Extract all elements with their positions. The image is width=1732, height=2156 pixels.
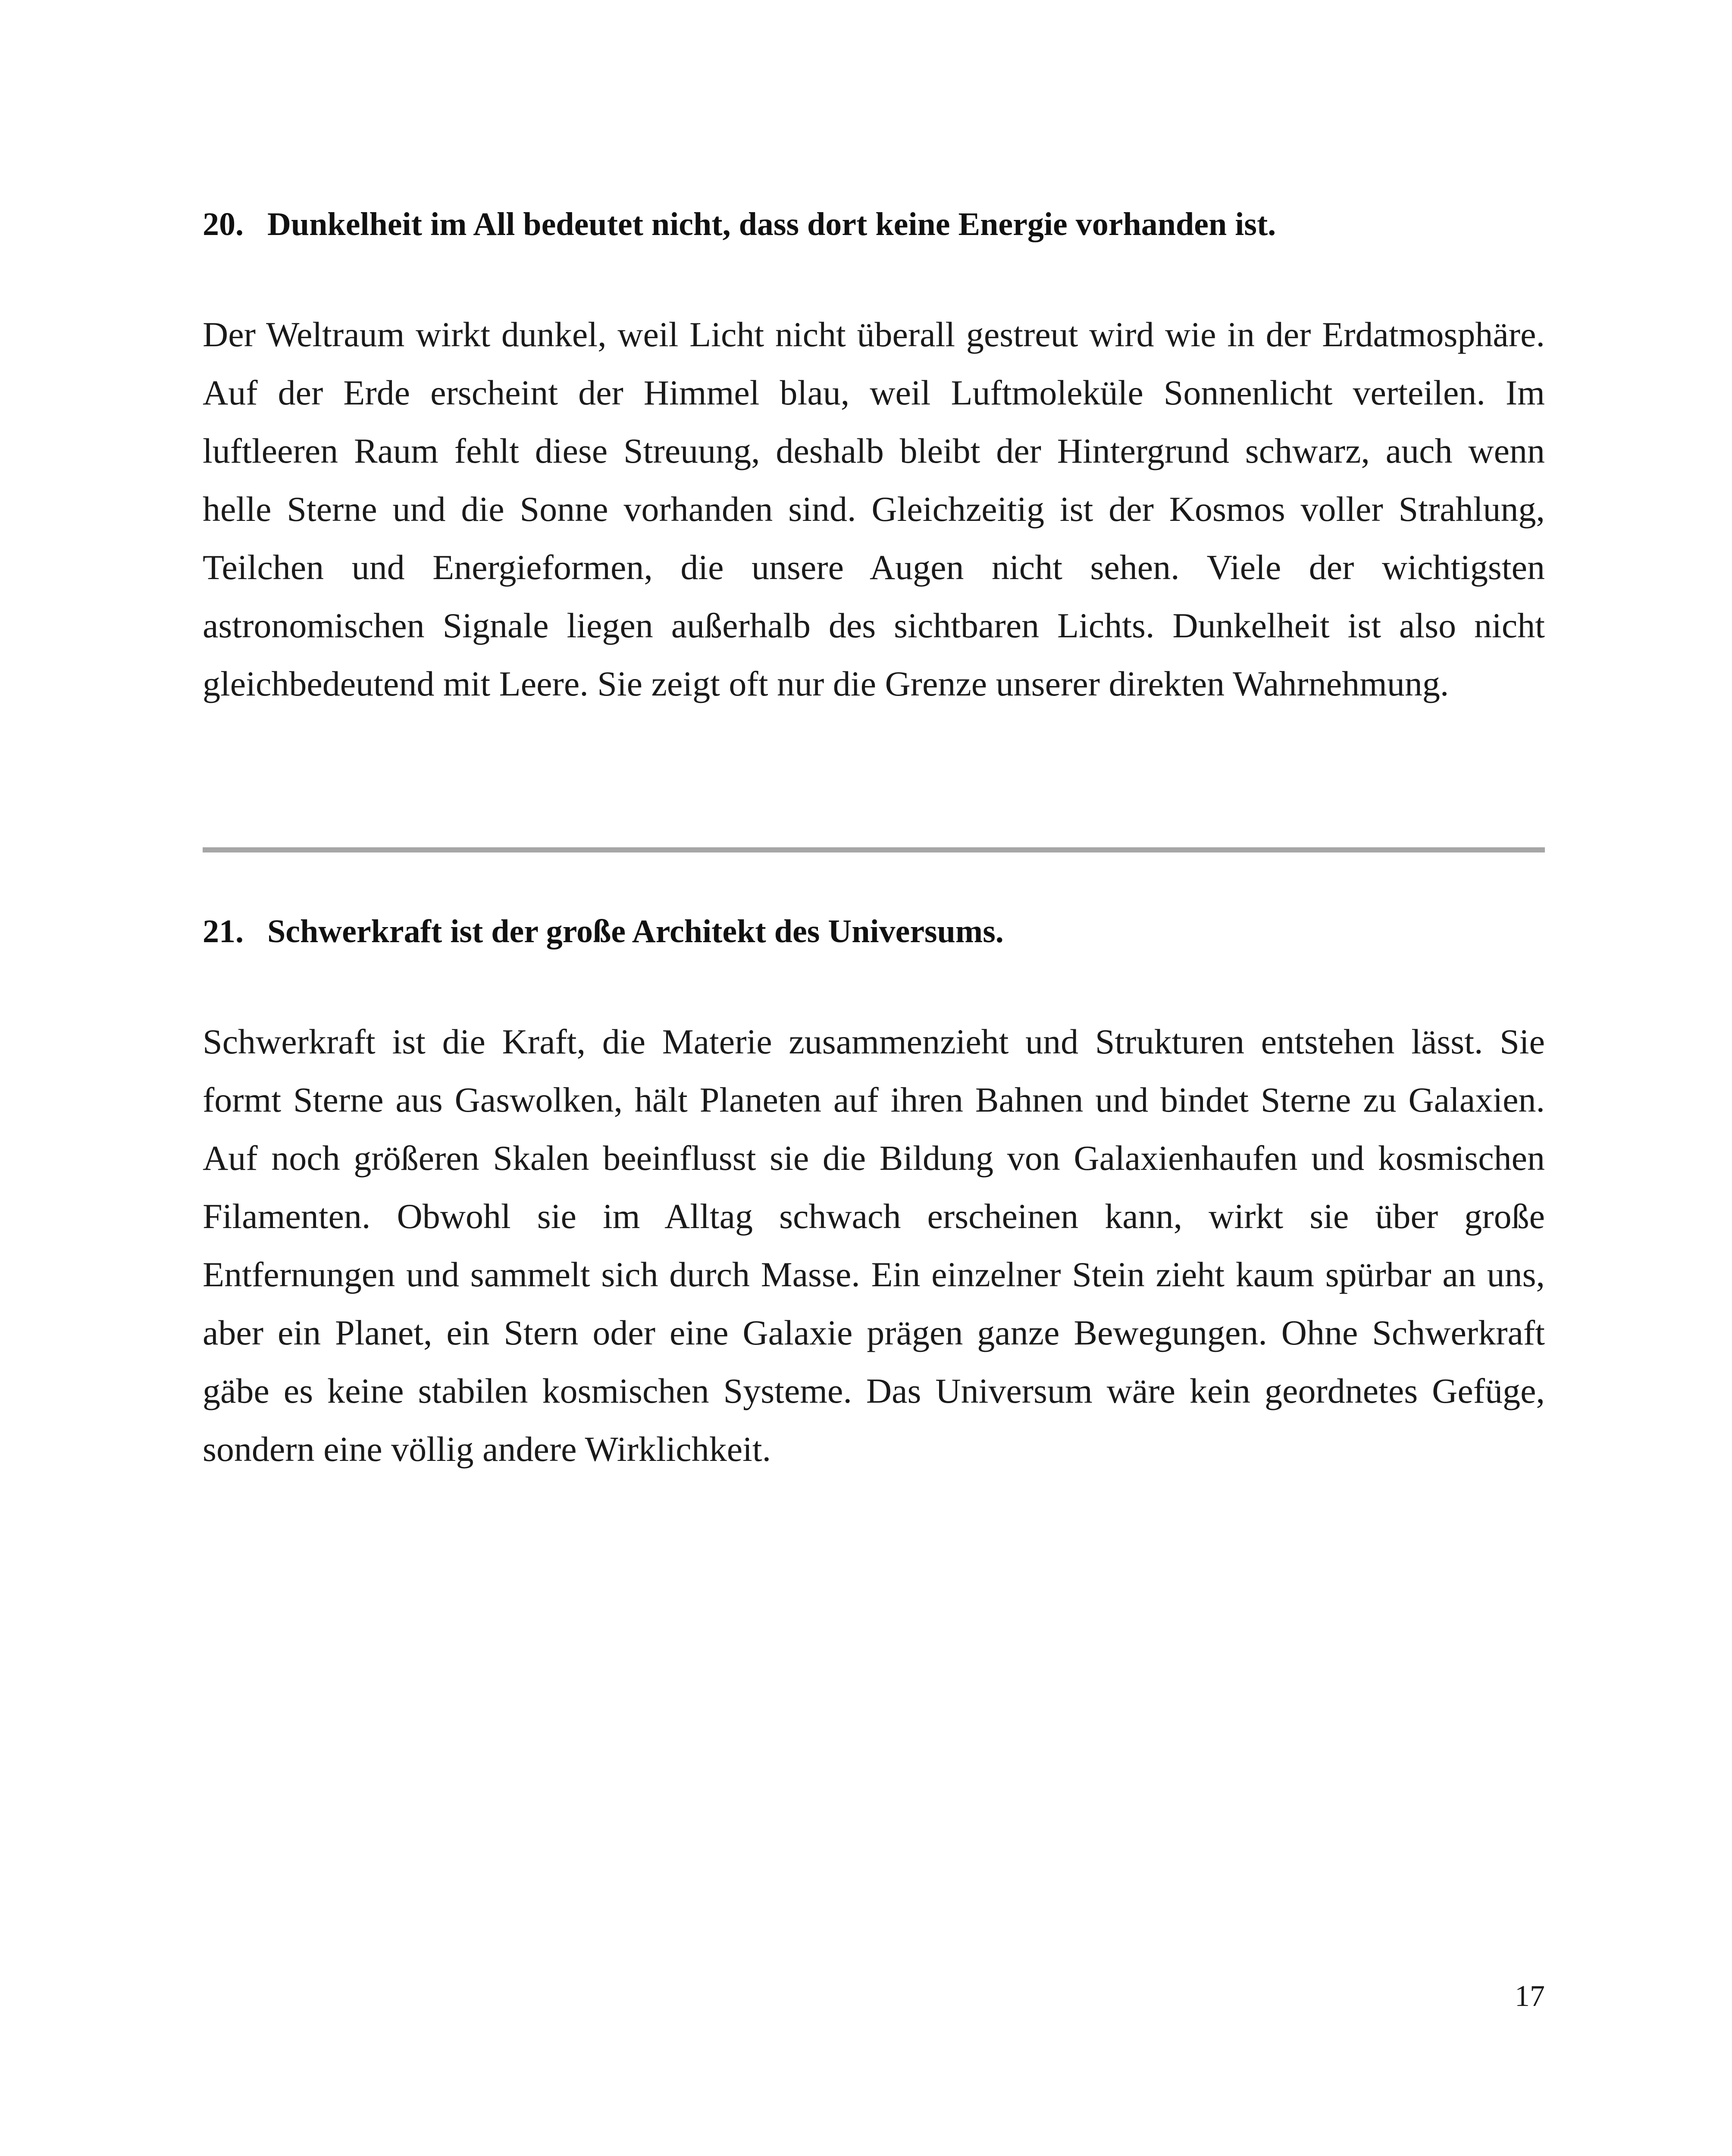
section-21 bbox=[203, 910, 1545, 1478]
section-20 bbox=[203, 203, 1545, 713]
section-heading bbox=[203, 910, 1545, 953]
section-heading bbox=[203, 203, 1545, 246]
section-divider bbox=[203, 847, 1545, 852]
section-body: Der Weltraum wirkt dunkel, weil Licht nicht überall gestreut wird wie in der Erdatmosphäre. Auf der Erde erscheint der Himmel blau, weil Luftmoleküle Sonnenlicht verteilen. Im luftleeren Raum fehlt diese Streuung, deshalb bleibt der Hintergrund schwarz, auch wenn helle Sterne und die Sonne vorhanden sind. Gleichzeitig ist der Kosmos voller Strahlung, Teilchen und Energieformen, die unsere Augen nicht sehen. Viele der wichtigsten astronomischen Signale liegen außerhalb des sichtbaren Lichts. Dunkelheit ist also nicht gleichbedeutend mit Leere. Sie zeigt oft nur die Grenze unserer direkten Wahrnehmung. bbox=[203, 315, 1545, 703]
section-title: Schwerkraft ist der große Architekt des Universums. bbox=[267, 913, 1004, 950]
section-body: Schwerkraft ist die Kraft, die Materie zusammenzieht und Strukturen entstehen lässt. Sie formt Sterne aus Gaswolken, hält Planeten auf ihren Bahnen und bindet Sterne zu Galaxien. Auf noch größeren Skalen beeinflusst sie die Bildung von Galaxienhaufen und kosmischen Filamenten. Obwohl sie im Alltag schwach erscheinen kann, wirkt sie über große Entfernungen und sammelt sich durch Masse. Ein einzelner Stein zieht kaum spürbar an uns, aber ein Planet, ein Stern oder eine Galaxie prägen ganze Bewegungen. Ohne Schwerkraft gäbe es keine stabilen kosmischen Systeme. Das Universum wäre kein geordnetes Gefüge, sondern eine völlig andere Wirklichkeit. bbox=[203, 1022, 1545, 1469]
page-number: 17 bbox=[1515, 1980, 1545, 2013]
section-title: Dunkelheit im All bedeutet nicht, dass dort keine Energie vorhanden ist. bbox=[267, 206, 1276, 242]
section-number: 21. bbox=[203, 913, 244, 950]
section-number: 20. bbox=[203, 206, 244, 242]
